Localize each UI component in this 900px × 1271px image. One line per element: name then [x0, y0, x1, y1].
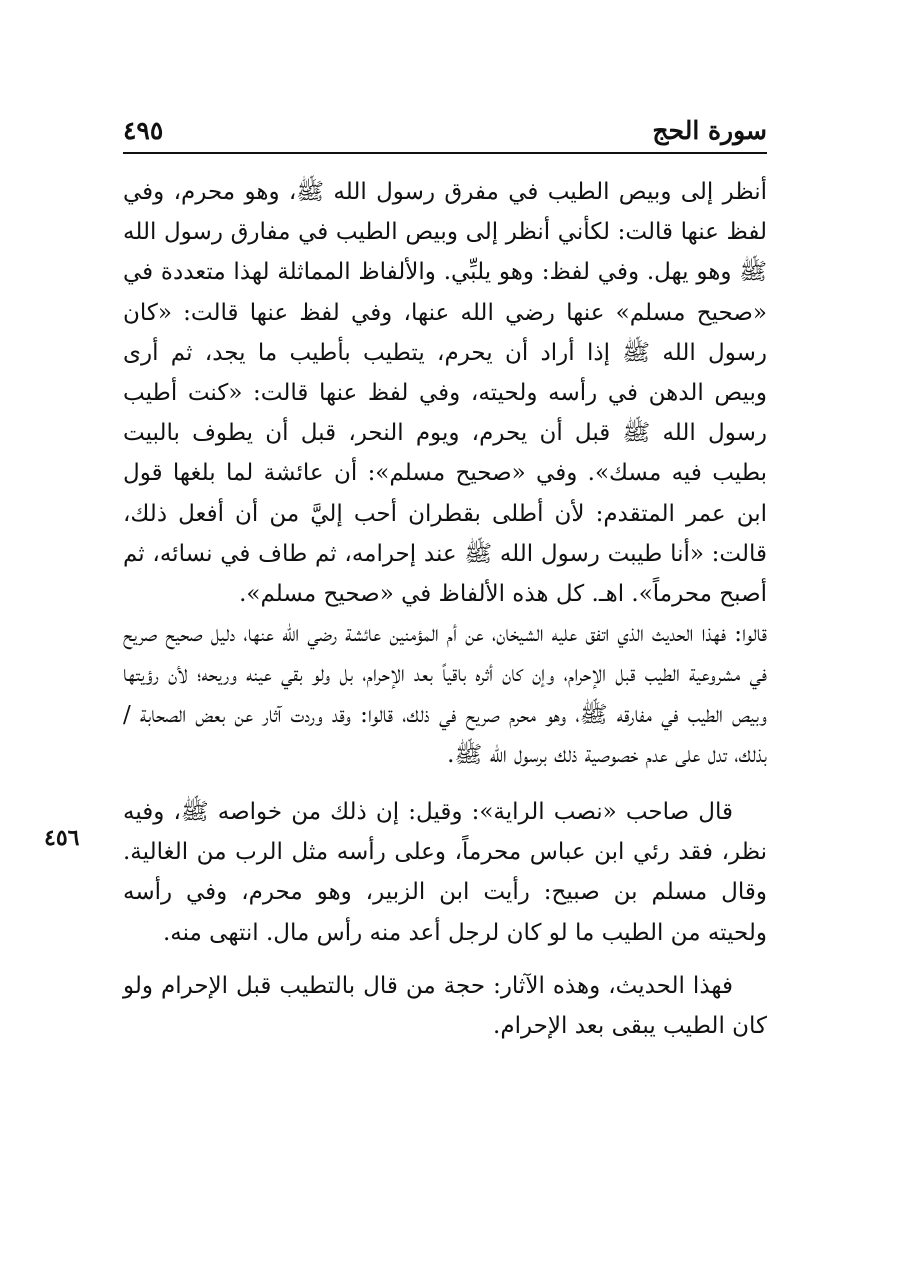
margin-reference-number: ٤٥٦: [44, 825, 80, 851]
chapter-title: سورة الحج: [652, 116, 767, 145]
paragraph: قال صاحب «نصب الراية»: وقيل: إن ذلك من خواصه ﷺ، وفيه نظر، فقد رئي ابن عباس محرماً، وعلى رأسه مثل الرب من الغالية. وقال مسلم بن صبيح: رأيت ابن الزبير، وهو محرم، وفي رأسه ولحيته من الطيب ما لو كان لرجل أعد منه رأس مال. انتهى منه.: [123, 799, 767, 946]
paragraph: أنظر إلى وبيص الطيب في مفرق رسول الله ﷺ، وهو محرم، وفي لفظ عنها قالت: لكأني أنظر إلى وبيص الطيب في مفارق رسول الله ﷺ وهو يهل. وفي لفظ: وهو يلبِّي. والألفاظ المماثلة لهذا متعددة في «صحيح مسلم» عنها رضي الله عنها، وفي لفظ عنها قالت: «كان رسول الله ﷺ إذا أراد أن يحرم، يتطيب بأطيب ما يجد، ثم أرى وبيص الدهن في رأسه ولحيته، وفي لفظ عنها قالت: «كنت أطيب رسول الله ﷺ قبل أن يحرم، ويوم النحر، قبل أن يطوف بالبيت بطيب فيه مسك». وفي «صحيح مسلم»: أن عائشة لما بلغها قول ابن عمر المتقدم: لأن أطلى بقطران أحب إليَّ من أن أفعل ذلك، قالت: «أنا طيبت رسول الله ﷺ عند إحرامه، ثم طاف في نسائه، ثم أصبح محرماً». اهـ. كل هذه الألفاظ في «صحيح مسلم».: [123, 179, 767, 608]
body-text: [123, 172, 767, 1046]
running-header: [123, 112, 767, 154]
paragraph: قالوا: فهذا الحديث الذي اتفق عليه الشيخان، عن أم المؤمنين عائشة رضي الله عنها، دليل صحيح صريح في مشروعية الطيب قبل الإحرام، وإن كان أثره باقياً بعد الإحرام، بل ولو بقي عينه وريحه؛ لأن رؤيتها وبيص الطيب في مفارقه ﷺ، وهو محرم صريح في ذلك، قالوا: وقد وردت آثار عن بعض الصحابة /بذلك، تدل على عدم خصوصية ذلك برسول الله ﷺ.: [123, 621, 767, 768]
paragraph: فهذا الحديث، وهذه الآثار: حجة من قال بالتطيب قبل الإحرام ولو كان الطيب يبقى بعد الإحرام.: [123, 972, 767, 1040]
page-number: ٤٩٥: [123, 116, 164, 145]
